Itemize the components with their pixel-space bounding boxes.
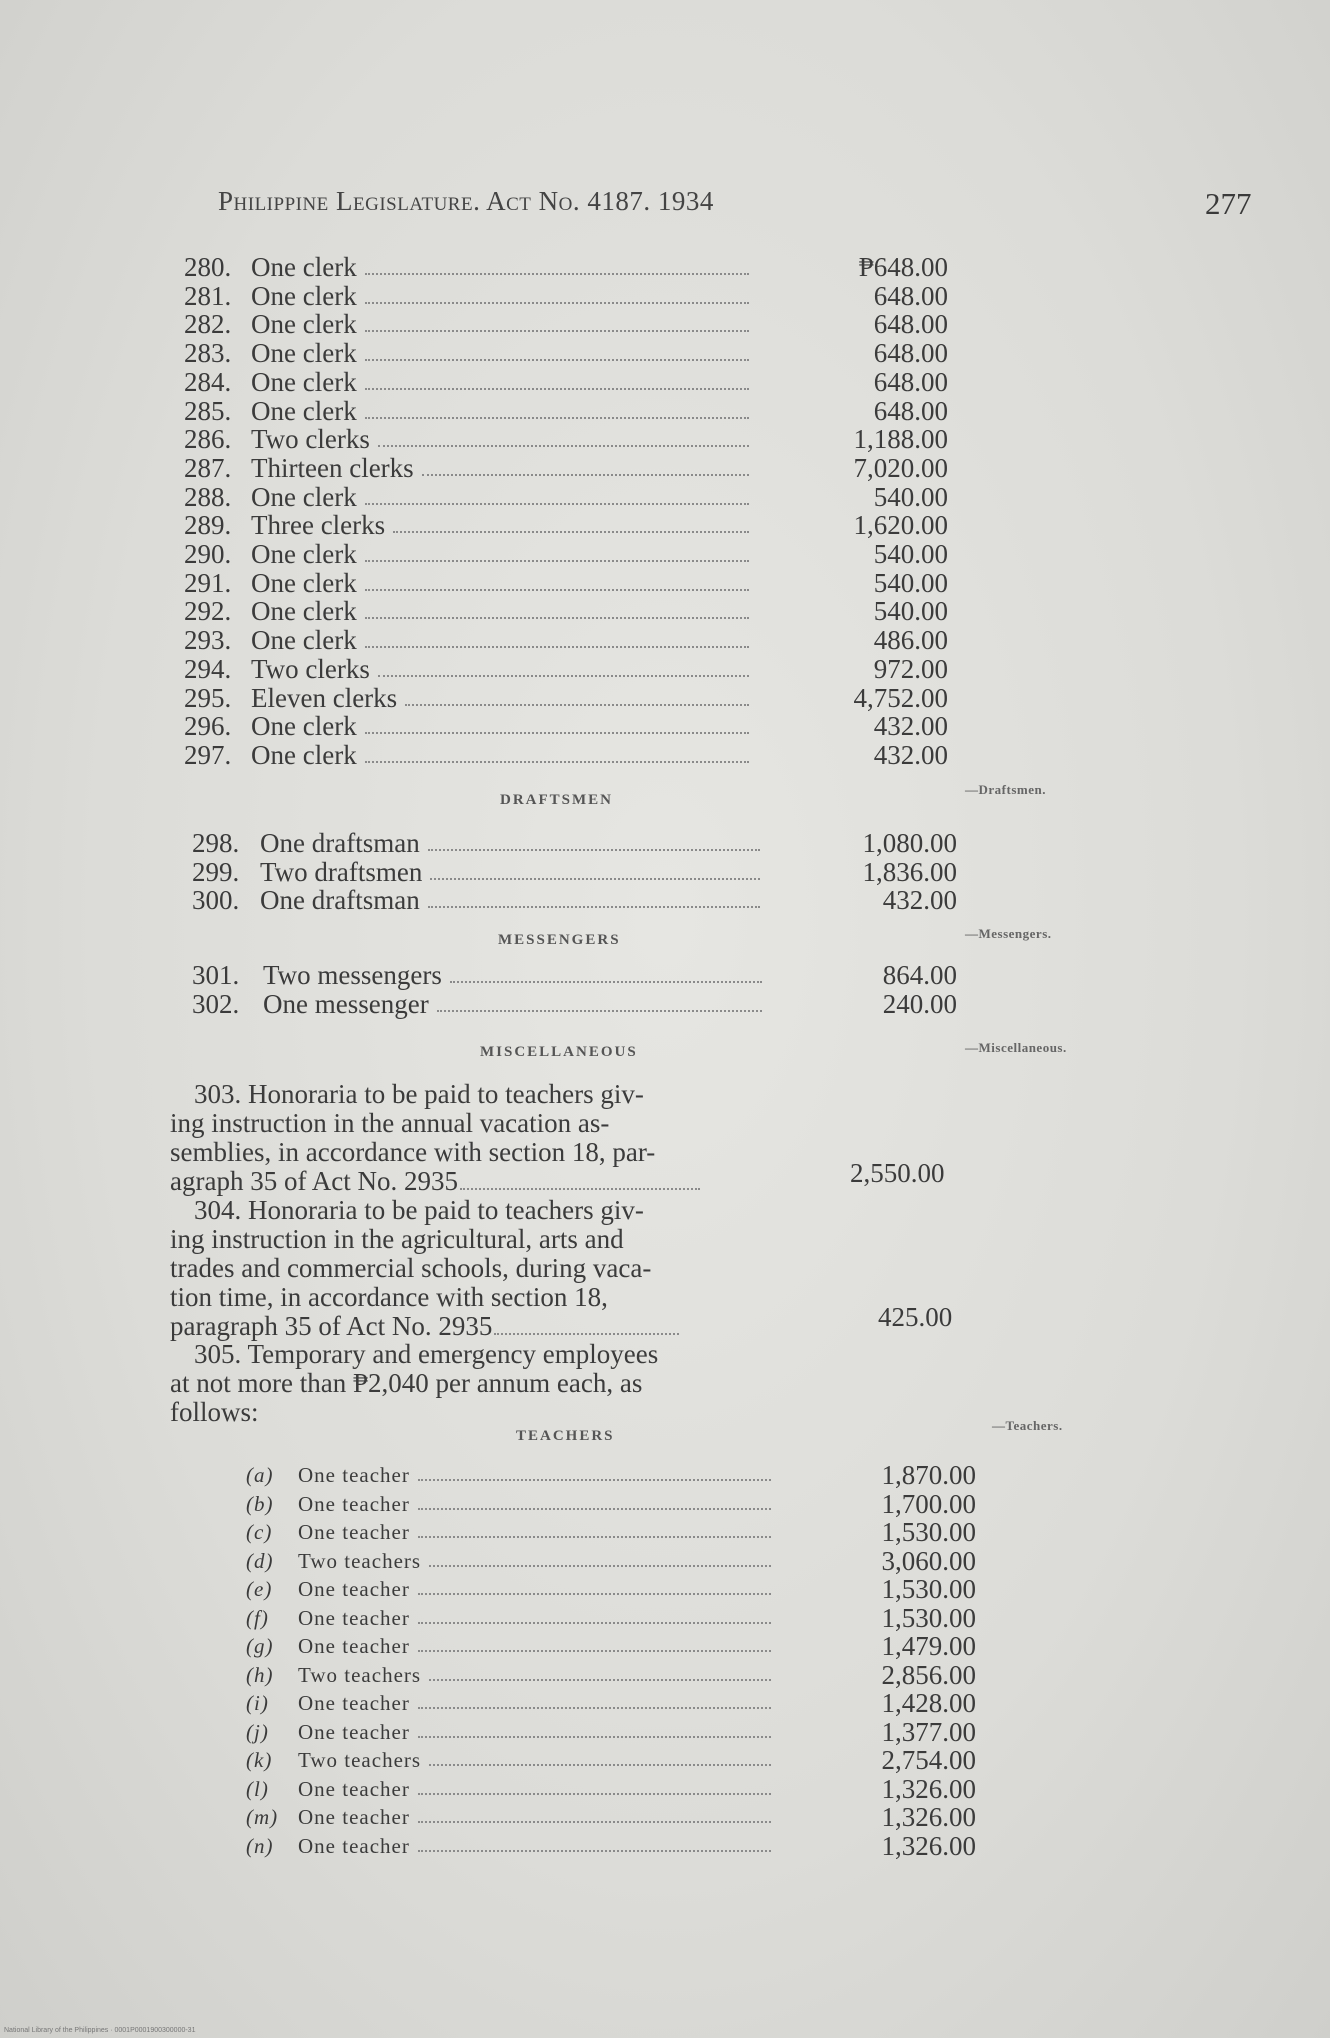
item-303-line: 303. Honoraria to be paid to teachers giv-: [194, 1079, 644, 1109]
teacher-row-amount: 3,060.00: [881, 1545, 976, 1576]
miscellaneous-heading: MISCELLANEOUS: [480, 1044, 638, 1060]
item-304-line: tion time, in accordance with section 18,: [170, 1282, 608, 1312]
draftsmen-margin-note: —Draftsmen.: [965, 782, 1046, 797]
teacher-row: [246, 1490, 976, 1518]
teacher-row: [246, 1775, 976, 1803]
running-header: Philippine Legislature. Act No. 4187. 1934: [218, 186, 714, 216]
clerk-row: [184, 712, 984, 741]
messenger-row: [192, 990, 992, 1019]
leader-dots: [365, 310, 749, 332]
teacher-row-amount: 1,326.00: [881, 1773, 976, 1804]
clerk-row-amount: 432.00: [873, 711, 948, 742]
clerk-row-amount: 972.00: [873, 653, 948, 684]
clerk-row-number: 291.: [184, 567, 232, 598]
messenger-row: [192, 961, 992, 990]
clerk-row: [184, 626, 984, 655]
leader-dots: [393, 511, 749, 533]
clerk-row-number: 283.: [184, 338, 232, 369]
clerk-row-description: One clerk: [251, 309, 357, 340]
teacher-row-description: One teacher: [298, 1491, 410, 1516]
teacher-row: [246, 1461, 976, 1489]
teacher-row-letter: (k): [246, 1748, 273, 1772]
teacher-row-letter: (a): [246, 1463, 274, 1487]
teacher-row-letter: (f): [246, 1605, 269, 1630]
teacher-row-letter: (e): [246, 1577, 273, 1601]
scan-footer: National Library of the Philippines · 0001P0001900300000-31: [4, 2027, 196, 2034]
messenger-row-amount: 864.00: [882, 960, 957, 990]
leader-dots: [365, 540, 749, 562]
clerk-row-number: 296.: [184, 711, 232, 742]
item-304-paragraph: [170, 1196, 766, 1341]
item-303-line: agraph 35 of Act No. 2935: [170, 1167, 766, 1196]
clerk-row-amount: 1,620.00: [853, 510, 948, 541]
leader-dots: [429, 1746, 771, 1766]
item-304-amount: 425.00: [878, 1302, 953, 1332]
clerk-row-amount: 648.00: [873, 395, 948, 426]
messenger-row-amount: 240.00: [882, 988, 957, 1019]
clerk-row: [184, 253, 984, 282]
draftsman-row-amount: 1,836.00: [862, 856, 957, 887]
teacher-row-description: One teacher: [298, 1691, 410, 1715]
clerk-row-description: One clerk: [251, 739, 357, 770]
leader-dots: [418, 1604, 771, 1624]
teacher-row: [246, 1746, 976, 1774]
clerk-row-description: One clerk: [251, 625, 357, 656]
clerk-row-description: Three clerks: [251, 510, 386, 541]
clerk-row-amount: 7,020.00: [853, 452, 948, 483]
leader-dots: [365, 368, 749, 390]
teacher-row-letter: (l): [246, 1776, 269, 1801]
teacher-row-letter: (g): [246, 1634, 274, 1658]
leader-dots: [429, 1661, 771, 1681]
clerk-row-description: Eleven clerks: [251, 682, 398, 713]
leader-dots: [418, 1803, 771, 1823]
draftsman-row: [192, 829, 992, 858]
leader-dots: [418, 1490, 771, 1510]
messenger-row-description: One messenger: [263, 988, 429, 1019]
clerk-row: [184, 597, 984, 626]
clerk-row-number: 297.: [184, 739, 232, 770]
teacher-row-description: Two teachers: [298, 1748, 422, 1772]
teacher-row-amount: 1,530.00: [881, 1602, 976, 1633]
leader-dots: [418, 1689, 771, 1709]
teacher-row-description: One teacher: [298, 1463, 410, 1487]
clerk-row-number: 282.: [184, 309, 232, 340]
item-303-line: ing instruction in the annual vacation as-: [170, 1108, 610, 1138]
clerk-row-amount: 1,188.00: [853, 424, 948, 455]
leader-dots: [378, 655, 749, 677]
clerk-row-description: One clerk: [251, 481, 357, 512]
leader-dots: [365, 626, 749, 648]
clerk-row-number: 294.: [184, 653, 232, 684]
leader-dots: [418, 1775, 771, 1795]
clerk-row: [184, 397, 984, 426]
draftsman-row-amount: 1,080.00: [862, 828, 957, 858]
leader-dots: [450, 961, 762, 983]
draftsman-row-amount: 432.00: [882, 885, 957, 915]
clerk-row-description: Two clerks: [251, 653, 370, 684]
clerk-row-description: One clerk: [251, 252, 357, 282]
messengers-heading: MESSENGERS: [498, 932, 621, 948]
teacher-row-description: One teacher: [298, 1520, 410, 1544]
messenger-row-number: 301.: [192, 960, 240, 990]
leader-dots: [365, 253, 749, 275]
clerk-row-description: One clerk: [251, 596, 357, 627]
clerk-row: [184, 655, 984, 684]
draftsman-row: [192, 858, 992, 887]
clerk-row-description: Thirteen clerks: [251, 452, 414, 483]
draftsman-row-number: 298.: [192, 828, 240, 858]
teacher-row-description: One teacher: [298, 1577, 410, 1601]
clerk-row-amount: 648.00: [873, 338, 948, 369]
clerk-row: [184, 483, 984, 512]
clerk-row: [184, 282, 984, 311]
item-303-line: semblies, in accordance with section 18, par-: [170, 1137, 656, 1167]
clerk-row: [184, 540, 984, 569]
clerk-row-number: 289.: [184, 510, 232, 541]
clerk-row-number: 295.: [184, 682, 232, 713]
item-303-amount: 2,550.00: [850, 1158, 945, 1188]
clerk-row-amount: ₱648.00: [858, 252, 948, 282]
clerk-row: [184, 741, 984, 770]
leader-dots: [365, 741, 749, 763]
clerk-row-description: One clerk: [251, 366, 357, 397]
leader-dots: [418, 1632, 771, 1652]
clerk-row-amount: 540.00: [873, 567, 948, 598]
teacher-row-description: One teacher: [298, 1776, 410, 1801]
teacher-row-amount: 1,428.00: [881, 1688, 976, 1718]
teacher-row-letter: (j): [246, 1719, 269, 1744]
draftsman-row-description: One draftsman: [260, 828, 420, 858]
clerk-row-description: One clerk: [251, 395, 357, 426]
leader-dots: [378, 425, 749, 447]
teacher-row-amount: 1,700.00: [881, 1488, 976, 1519]
teacher-row-amount: 1,326.00: [881, 1802, 976, 1832]
item-304-line: paragraph 35 of Act No. 2935: [170, 1312, 766, 1341]
teachers-heading: TEACHERS: [516, 1428, 615, 1444]
item-304-line: 304. Honoraria to be paid to teachers giv-: [194, 1195, 644, 1225]
draftsman-row-description: Two draftsmen: [260, 856, 423, 887]
clerk-row-number: 286.: [184, 424, 232, 455]
miscellaneous-margin-note: —Miscellaneous.: [965, 1040, 1067, 1055]
messengers-margin-note: —Messengers.: [965, 926, 1052, 941]
item-304-line: ing instruction in the agricultural, arts and: [170, 1224, 624, 1254]
teacher-row-letter: (b): [246, 1491, 274, 1516]
clerk-row: [184, 425, 984, 454]
leader-dots: [429, 1547, 771, 1567]
teacher-row-description: One teacher: [298, 1634, 410, 1658]
clerk-row: [184, 511, 984, 540]
clerk-row-amount: 4,752.00: [853, 682, 948, 713]
clerk-row-amount: 540.00: [873, 539, 948, 569]
clerk-row-number: 292.: [184, 596, 232, 627]
teacher-row: [246, 1803, 976, 1831]
leader-dots: [418, 1718, 771, 1738]
teacher-row-amount: 2,754.00: [881, 1745, 976, 1775]
teacher-row: [246, 1518, 976, 1546]
teacher-row-description: Two teachers: [298, 1662, 422, 1687]
teacher-row-letter: (h): [246, 1662, 274, 1687]
teacher-row-letter: (n): [246, 1833, 274, 1858]
leader-dots: [365, 397, 749, 419]
clerk-row: [184, 454, 984, 483]
draftsmen-heading: DRAFTSMEN: [500, 792, 614, 808]
clerk-row-description: One clerk: [251, 338, 357, 369]
leader-dots: [418, 1461, 771, 1481]
teacher-row: [246, 1632, 976, 1660]
leader-dots: [365, 569, 749, 591]
clerk-row: [184, 310, 984, 339]
clerk-row-number: 281.: [184, 280, 232, 311]
clerk-row-number: 288.: [184, 481, 232, 512]
item-305-line: at not more than ₱2,040 per annum each, as: [170, 1368, 643, 1398]
clerk-row-number: 285.: [184, 395, 232, 426]
clerk-row-amount: 540.00: [873, 596, 948, 627]
clerk-row-number: 280.: [184, 252, 232, 282]
draftsman-row-number: 300.: [192, 885, 240, 915]
teacher-row-description: One teacher: [298, 1719, 410, 1744]
clerk-row-description: One clerk: [251, 539, 357, 569]
messenger-row-number: 302.: [192, 988, 240, 1019]
teacher-row-letter: (d): [246, 1548, 274, 1573]
teacher-row-amount: 1,326.00: [881, 1830, 976, 1861]
draftsman-row: [192, 886, 992, 915]
clerk-row-description: One clerk: [251, 280, 357, 311]
leader-dots: [418, 1832, 771, 1852]
teacher-row-amount: 1,530.00: [881, 1574, 976, 1604]
leader-dots: [365, 597, 749, 619]
messenger-row-description: Two messengers: [263, 960, 442, 990]
clerk-row-amount: 540.00: [873, 481, 948, 512]
teacher-row: [246, 1661, 976, 1689]
item-305-paragraph: [170, 1340, 766, 1427]
teacher-row-description: One teacher: [298, 1805, 410, 1829]
draftsman-row-number: 299.: [192, 856, 240, 887]
teacher-row-amount: 1,479.00: [881, 1631, 976, 1661]
leader-dots: [422, 454, 749, 476]
item-303-paragraph: [170, 1080, 766, 1196]
teacher-row-amount: 1,530.00: [881, 1517, 976, 1547]
clerk-row-number: 290.: [184, 539, 232, 569]
teacher-row-description: One teacher: [298, 1833, 410, 1858]
clerk-row-amount: 486.00: [873, 625, 948, 656]
teacher-row: [246, 1832, 976, 1860]
teacher-row-description: One teacher: [298, 1605, 410, 1630]
clerk-row-description: One clerk: [251, 711, 357, 742]
leader-dots: [405, 684, 749, 706]
clerk-row: [184, 368, 984, 397]
teacher-row: [246, 1718, 976, 1746]
teacher-row-amount: 1,870.00: [881, 1460, 976, 1490]
teacher-row: [246, 1547, 976, 1575]
leader-dots: [365, 339, 749, 361]
teacher-row: [246, 1604, 976, 1632]
teacher-row-amount: 1,377.00: [881, 1716, 976, 1747]
clerk-row-description: Two clerks: [251, 424, 370, 455]
clerk-row-number: 293.: [184, 625, 232, 656]
leader-dots: [418, 1518, 771, 1538]
teacher-row-letter: (m): [246, 1805, 279, 1829]
teacher-row: [246, 1689, 976, 1717]
leader-dots: [365, 712, 749, 734]
leader-dots: [430, 858, 760, 880]
teachers-margin-note: —Teachers.: [992, 1418, 1063, 1433]
draftsman-row-description: One draftsman: [260, 885, 420, 915]
leader-dots: [437, 990, 762, 1012]
clerk-row-number: 287.: [184, 452, 232, 483]
teacher-row-description: Two teachers: [298, 1548, 422, 1573]
item-305-line: 305. Temporary and emergency employees: [194, 1339, 659, 1369]
clerk-row: [184, 684, 984, 713]
leader-dots: [428, 829, 760, 851]
clerk-row-description: One clerk: [251, 567, 357, 598]
clerk-row-amount: 648.00: [873, 366, 948, 397]
item-305-line: follows:: [170, 1397, 259, 1427]
page-number: 277: [1205, 186, 1252, 221]
teacher-row-letter: (c): [246, 1520, 273, 1544]
clerk-row-number: 284.: [184, 366, 232, 397]
clerk-row: [184, 569, 984, 598]
clerk-row-amount: 648.00: [873, 309, 948, 340]
clerk-row-amount: 432.00: [873, 739, 948, 770]
clerk-row-amount: 648.00: [873, 280, 948, 311]
item-304-line: trades and commercial schools, during vaca-: [170, 1253, 652, 1283]
leader-dots: [365, 483, 749, 505]
teacher-row: [246, 1575, 976, 1603]
leader-dots: [365, 282, 749, 304]
teacher-row-amount: 2,856.00: [881, 1659, 976, 1690]
leader-dots: [428, 886, 760, 908]
leader-dots: [418, 1575, 771, 1595]
clerk-row: [184, 339, 984, 368]
teacher-row-letter: (i): [246, 1691, 269, 1715]
